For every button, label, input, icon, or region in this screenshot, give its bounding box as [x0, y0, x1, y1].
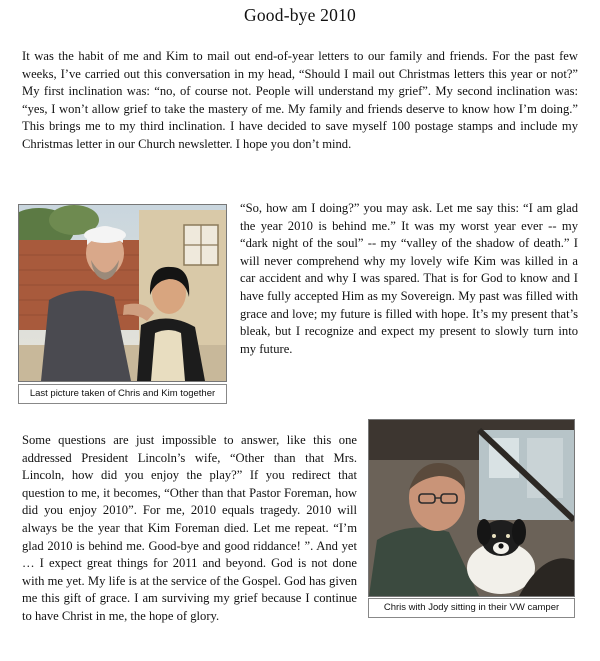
photo-chris-with-jody	[368, 419, 575, 597]
photo-chris-and-kim	[18, 204, 227, 382]
photo-chris-and-kim-image	[19, 205, 226, 381]
closing-paragraph: Some questions are just impossible to answer, like this one addressed President Lincoln’s wife, “Other than that Mrs. Lincoln, how did you enjoy the play?” If you redirect that question to me, it becomes, “Other than that Pastor Foreman, how did you enjoy 2010”. For me, 2010 equals tragedy. 2010 will always be the year that Kim Foreman died. Let me repeat. “I’m glad 2010 is behind me. Good-bye and good riddance! ”. And yet … I expect great things for 2011 and beyond. God is not done with me yet. My life is at the service of the Gospel. God has given me this gift of grace. I am surviving my grief because I continue to have Christ in me, the hope of glory.	[22, 433, 357, 623]
intro-paragraph: It was the habit of me and Kim to mail out end-of-year letters to our family and friends. For the past few weeks, I’ve carried out this conversation in my head, “Should I mail out Christmas letters this year or not?” My first inclination was: “no, of course not. People will understand my grief”. My second inclination was: “yes, I won’t allow grief to take the mastery of me. My family and friends deserve to know how I’m doing.” This brings me to my third inclination. I have decided to save myself 100 postage stamps and include my Christmas letter in our Church newsletter. I hope you don’t mind.	[22, 49, 578, 151]
photo-caption-first: Last picture taken of Chris and Kim together	[18, 384, 227, 404]
page-title: Good-bye 2010	[244, 5, 356, 25]
middle-paragraph: “So, how am I doing?” you may ask. Let me say this: “I am glad the year 2010 is behind me.” It was my worst year ever -- my “dark night of the soul” -- my “valley of the shadow of death.” I will never comprehend why my lovely wife Kim was killed in a car accident and why I was spared. That is for God to know and I have fully accepted Him as my Sovereign. My past was filled with grace and love; my future is filled with hope. It’s my present that’s bleak, but I recognize and expect my present to slowly turn into my future.	[240, 201, 578, 356]
photo-caption-second: Chris with Jody sitting in their VW camper	[368, 598, 575, 618]
photo-chris-with-jody-image	[369, 420, 574, 596]
